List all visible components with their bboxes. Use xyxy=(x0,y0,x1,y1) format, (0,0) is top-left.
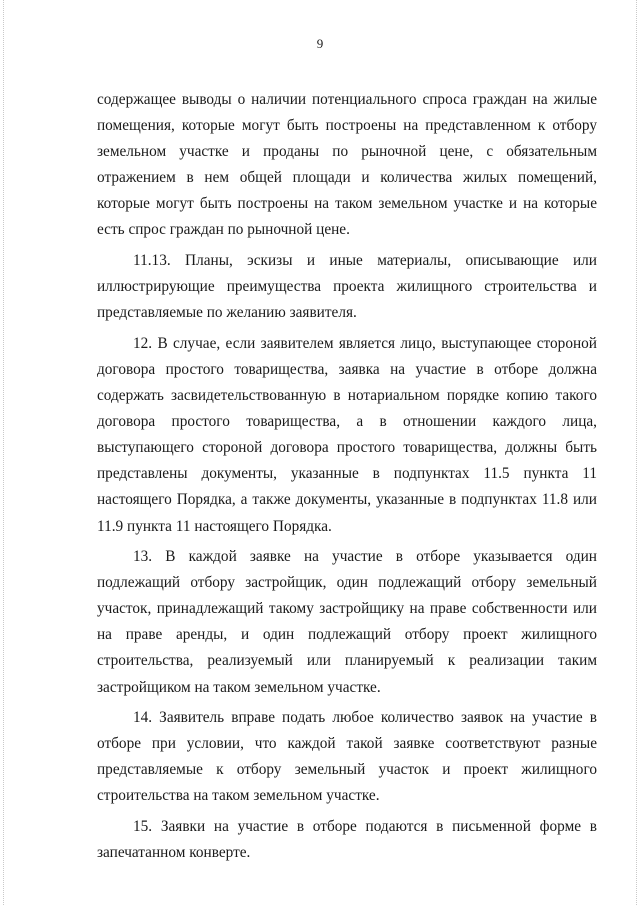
document-body xyxy=(97,87,597,871)
page-number: 9 xyxy=(316,36,324,51)
scan-edge-left xyxy=(3,0,4,905)
paragraph-13: 13. В каждой заявке на участие в отборе указывается один подлежащий отбору застройщик, один подлежащий отбору земельный участок, принадлежащий такому застройщику на праве собственности или на праве аренды, и один подлежащий отбору проект жилищного строительства, реализуемый или планируемый к реализации таким застройщиком на таком земельном участке. xyxy=(97,548,597,696)
paragraph-15: 15. Заявки на участие в отборе подаются в письменной форме в запечатанном конверте. xyxy=(97,818,597,862)
scan-edge-right xyxy=(636,0,637,905)
paragraph-11-13: 11.13. Планы, эскизы и иные материалы, описывающие или иллюстрирующие преимущества проекта жилищного строительства и представляемые по желанию заявителя. xyxy=(97,252,597,322)
paragraph-14: 14. Заявитель вправе подать любое количество заявок на участие в отборе при условии, что каждой такой заявке соответствуют разные представляемые к отбору земельный участок и проект жилищного строительства на таком земельном участке. xyxy=(97,709,597,805)
paragraph-continuation: содержащее выводы о наличии потенциального спроса граждан на жилые помещения, которые могут быть построены на представленном к отбору земельном участке и проданы по рыночной цене, с обязательным отражением в нем общей площади и количества жилых помещений, которые могут быть построены на таком земельном участке и на которые есть спрос граждан по рыночной цене. xyxy=(97,91,597,239)
paragraph-12: 12. В случае, если заявителем является лицо, выступающее стороной договора простого товарищества, заявка на участие в отборе должна содержать засвидетельствованную в нотариальном порядке копию такого договора простого товарищества, а в отношении каждого лица, выступающего стороной договора простого товарищества, должны быть представлены документы, указанные в подпунктах 11.5 пункта 11 настоящего Порядка, а также документы, указанные в подпунктах 11.8 или 11.9 пункта 11 настоящего Порядка. xyxy=(97,334,597,535)
